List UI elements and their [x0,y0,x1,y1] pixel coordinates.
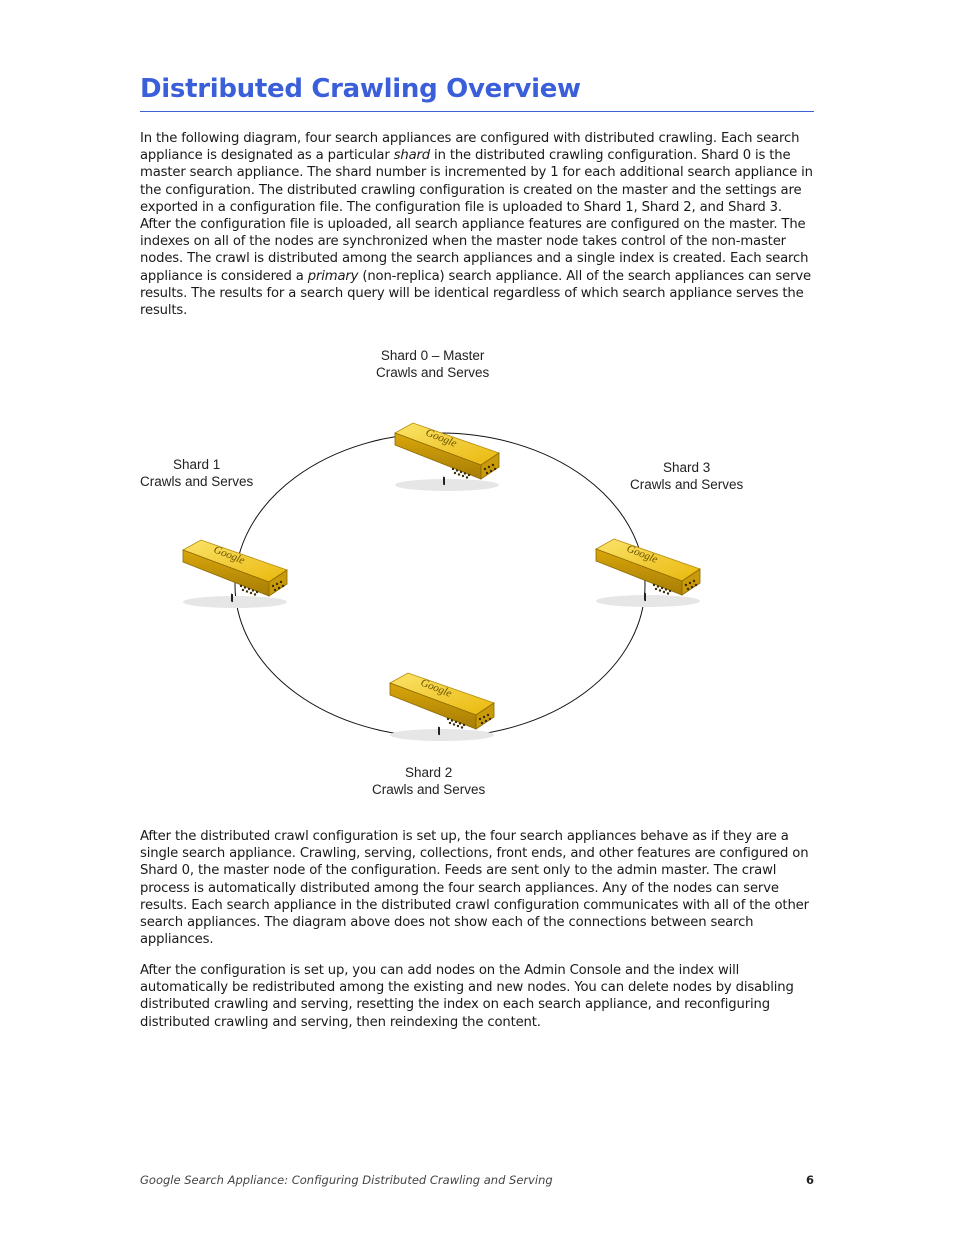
shard-3-role: Crawls and Serves [630,477,744,492]
intro-text-1: In the following diagram, four search appliances are configured with distributed crawling. Each search appliance is designated as a particular [140,131,800,164]
shard-3-label [630,459,743,493]
add-nodes-paragraph: After the configuration is set up, you can add nodes on the Admin Console and the index will automatically be redistributed among the existing and new nodes. You can delete nodes by disabling distributed crawling and serving, resetting the index on each search appliance, and reconfiguring distributed crawling and serving, then reindexing the content. [140,963,794,1030]
shard-3-name: Shard 3 [663,460,711,475]
shard-1-label [140,456,253,490]
intro-text-3: (non-replica) search appliance. All of the search appliances can serve results. The results for a search query will be identical regardless of which search appliance serves the results. [140,268,811,319]
google-logo-shard-2: Google [418,676,454,700]
intro-emphasis-shard: shard [393,148,431,164]
shard-1-role: Crawls and Serves [140,474,254,489]
shard-0-role: Crawls and Serves [376,365,490,380]
shard-0-label [376,347,489,381]
shard-0-name: Shard 0 – Master [380,348,485,363]
page-title: Distributed Crawling Overview [140,72,814,112]
shard-1-name: Shard 1 [173,457,221,472]
google-logo-shard-0: Google [423,426,459,450]
intro-emphasis-primary: primary [307,268,359,284]
post-config-paragraph: After the distributed crawl configuration is set up, the four search appliances behave as if they are a single search appliance. Crawling, serving, collections, front ends, and other features are configured on Shard 0, the master node of the configuration. Feeds are sent only to the admin master. The crawl process is automatically distributed among the four search appliances. Any of the nodes can serve results. Each search appliance in the distributed crawl configuration communicates with all of the other search appliances. The diagram above does not show each of the connections between search appliances. [140,829,809,948]
google-logo-shard-1: Google [211,543,247,567]
appliance-shard-3-icon [596,539,700,607]
shard-ring-diagram [120,335,780,815]
appliance-shard-1-icon [183,540,287,608]
ring-graphic [120,335,780,815]
google-logo-shard-3: Google [624,542,660,566]
shard-2-role: Crawls and Serves [372,782,486,797]
footer-page-number: 6 [805,1173,814,1187]
shard-2-name: Shard 2 [405,765,453,780]
shard-2-label [372,764,485,798]
intro-paragraph [140,130,814,319]
appliance-shard-2-icon [390,673,494,741]
appliance-shard-0-icon [395,423,499,491]
footer-document-title: Google Search Appliance: Configuring Distributed Crawling and Serving [140,1173,553,1187]
intro-text-2: in the distributed crawling configuration. Shard 0 is the master search appliance. The shard number is incremented by 1 for each additional search appliance in the configuration. The distributed crawling configuration is created on the master and the settings are exported in a configuration file. The configuration file is uploaded to Shard 1, Shard 2, and Shard 3. After the configuration file is uploaded, all search appliance features are configured on the master. The indexes on all of the nodes are synchronized when the master node takes control of the non-master nodes. The crawl is distributed among the search appliances and a single index is created. Each search appliance is considered a [140,148,813,284]
